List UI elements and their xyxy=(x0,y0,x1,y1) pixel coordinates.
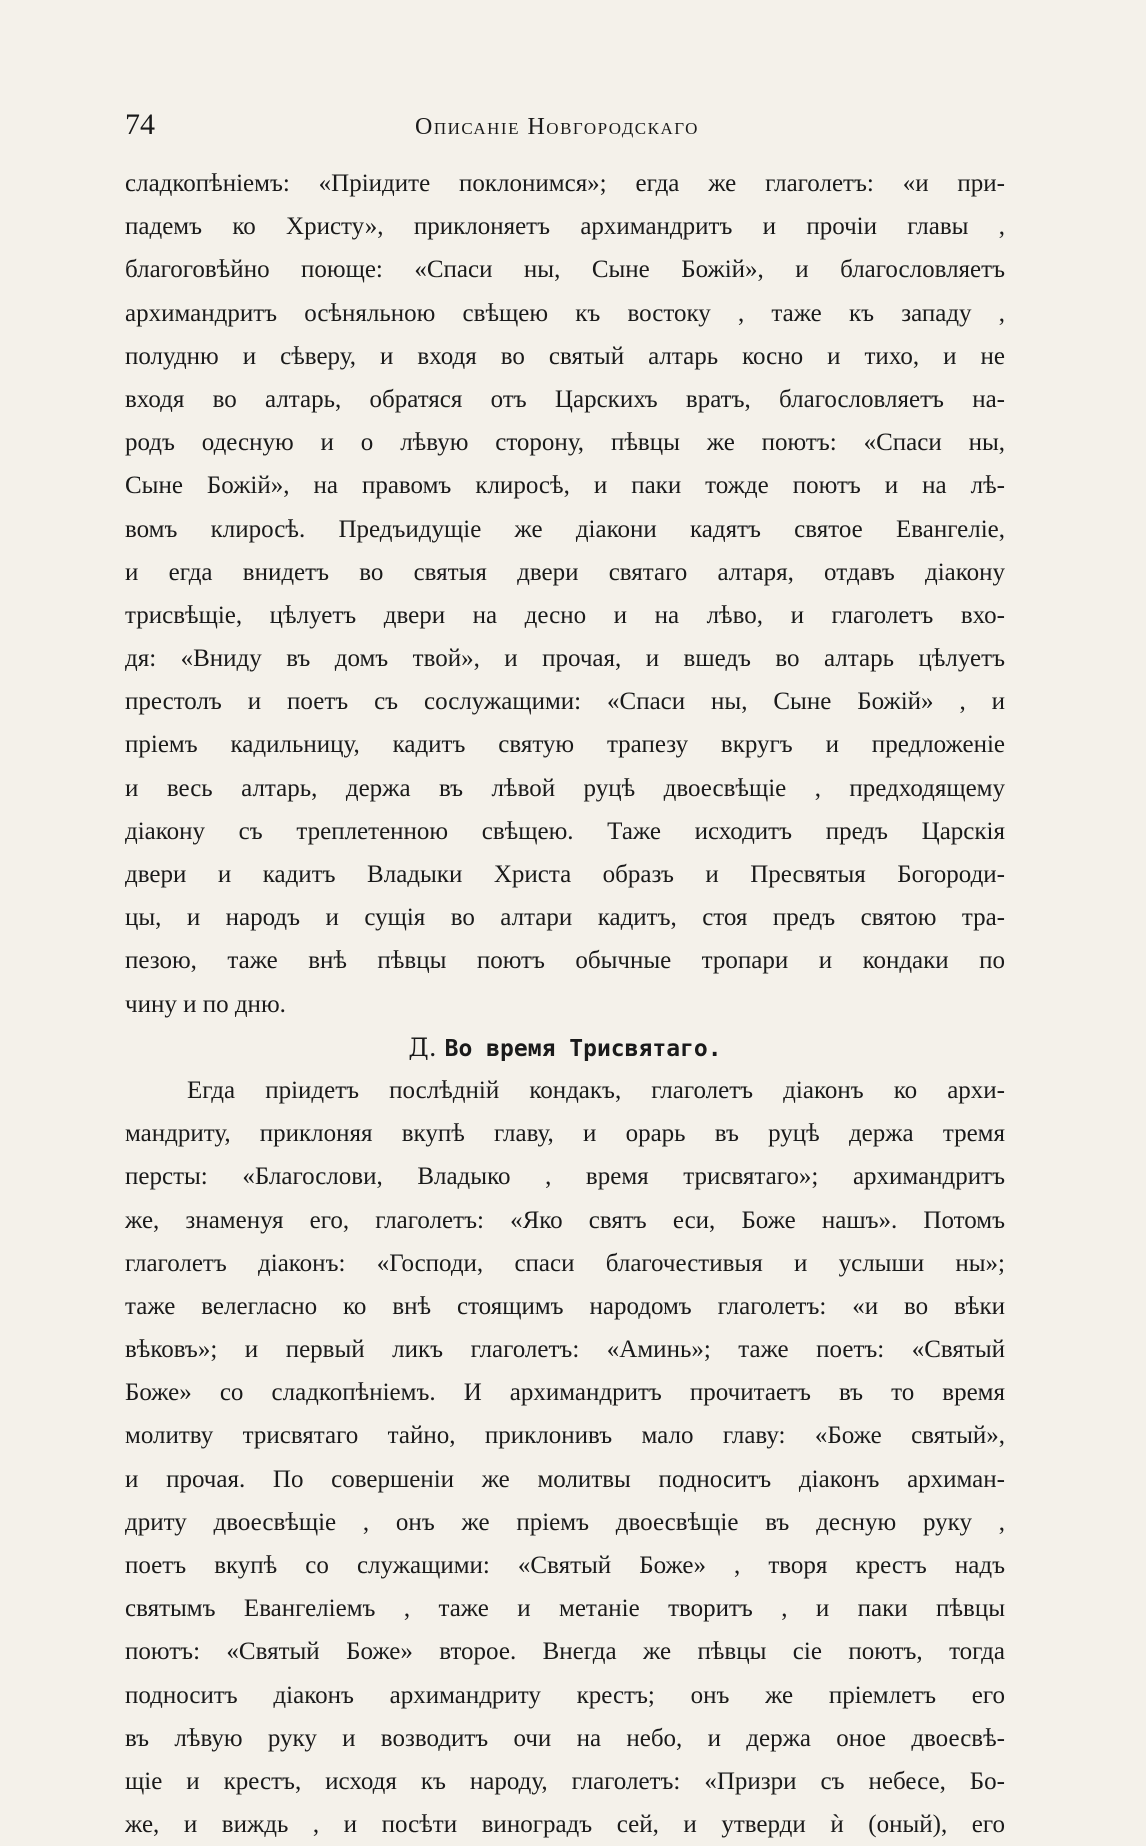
text-line: же, знаменуя его, глаголетъ: «Яко святъ еси, Боже нашъ». Потомъ xyxy=(125,1206,1005,1234)
text-line: въ лѣвую руку и возводитъ очи на небо, и держа оное двоесвѣ- xyxy=(125,1724,1005,1752)
text-line: поютъ: «Святый Боже» второе. Внегда же пѣвцы сіе поютъ, тогда xyxy=(125,1638,1005,1666)
text-line: полудню и сѣверу, и входя во святый алтарь косно и тихо, и не xyxy=(125,342,1005,370)
text-line: родъ одесную и о лѣвую сторону, пѣвцы же поютъ: «Спаси ны, xyxy=(125,429,1005,457)
section-heading xyxy=(125,1026,1005,1069)
running-title: Описаніе Новгородскаго xyxy=(415,114,699,140)
text-line: цы, и народъ и сущія во алтари кадитъ, стоя предъ святою тра- xyxy=(125,904,1005,932)
section-title: Во время Трисвятаго. xyxy=(444,1035,722,1062)
text-line: чину и по дню. xyxy=(125,990,286,1018)
text-line: трисвѣщіе, цѣлуетъ двери на десно и на лѣво, и глаголетъ вхо- xyxy=(125,601,1005,629)
text-line: мандриту, приклоняя вкупѣ главу, и орарь въ руцѣ держа тремя xyxy=(125,1120,1005,1148)
text-line: таже велегласно ко внѣ стоящимъ народомъ глаголетъ: «и во вѣки xyxy=(125,1292,1005,1320)
section-letter: Д. xyxy=(408,1032,437,1062)
text-line: Сыне Божій», на правомъ клиросѣ, и паки тожде поютъ и на лѣ- xyxy=(125,472,1005,500)
paragraph-2 xyxy=(125,1069,1005,1846)
paragraph-1 xyxy=(125,162,1005,1026)
page-number: 74 xyxy=(125,108,155,141)
text-line: вѣковъ»; и первый ликъ глаголетъ: «Аминь»; таже поетъ: «Святый xyxy=(125,1336,1005,1364)
text-line: діакону съ треплетенною свѣщею. Таже исходитъ предъ Царскія xyxy=(125,817,1005,845)
text-line: и весь алтарь, держа въ лѣвой руцѣ двоесвѣщіе , предходящему xyxy=(125,774,1005,802)
text-line: и прочая. По совершеніи же молитвы подноситъ діаконъ архиман- xyxy=(125,1465,1005,1493)
text-line: святымъ Евангеліемъ , таже и метаніе творитъ , и паки пѣвцы xyxy=(125,1595,1005,1623)
text-line: же, и виждь , и посѣти виноградъ сей, и утверди ѝ (оный), его xyxy=(125,1811,1005,1839)
text-line: вомъ клиросѣ. Предъидущіе же діакони кадятъ святое Евангеліе, xyxy=(125,515,1005,543)
body-text xyxy=(125,162,1005,1846)
text-line: глаголетъ діаконъ: «Господи, спаси благочестивыя и услыши ны»; xyxy=(125,1249,1005,1277)
text-line: персты: «Благослови, Владыко , время трисвятаго»; архимандритъ xyxy=(125,1163,1005,1191)
text-line: дя: «Вниду въ домъ твой», и прочая, и вшедъ во алтарь цѣлуетъ xyxy=(125,645,1005,673)
text-line: сладкопѣніемъ: «Пріидите поклонимся»; егда же глаголетъ: «и при- xyxy=(125,170,1005,197)
text-line: подноситъ діаконъ архимандриту крестъ; онъ же пріемлетъ его xyxy=(125,1681,1005,1709)
text-line: падемъ ко Христу», приклоняетъ архимандритъ и прочіи главы , xyxy=(125,213,1005,241)
page-header xyxy=(125,108,1005,152)
text-line: поетъ вкупѣ со служащими: «Святый Боже» , творя крестъ надъ xyxy=(125,1552,1005,1579)
text-line: двери и кадитъ Владыки Христа образъ и Пресвятыя Богороди- xyxy=(125,861,1005,888)
text-line: престолъ и поетъ съ сослужащими: «Спаси ны, Сыне Божій» , и xyxy=(125,688,1005,716)
text-line: архимандритъ осѣняльною свѣщею къ востоку , таже къ западу , xyxy=(125,299,1005,327)
text-line: дриту двоесвѣщіе , онъ же пріемъ двоесвѣщіе въ десную руку , xyxy=(125,1508,1005,1536)
text-line: Егда пріидетъ послѣдній кондакъ, глаголетъ діаконъ ко архи- xyxy=(187,1076,1005,1104)
text-line: благоговѣйно поюще: «Спаси ны, Сыне Божій», и благословляетъ xyxy=(125,256,1005,284)
text-line: Боже» со сладкопѣніемъ. И архимандритъ прочитаетъ въ то время xyxy=(125,1379,1005,1407)
text-line: щіе и крестъ, исходя къ народу, глаголетъ: «Призри съ небесе, Бо- xyxy=(125,1767,1005,1795)
text-line: пріемъ кадильницу, кадитъ святую трапезу вкругъ и предложеніе xyxy=(125,731,1005,759)
text-line: пезою, таже внѣ пѣвцы поютъ обычные тропари и кондаки по xyxy=(125,947,1005,975)
text-line: молитву трисвятаго тайно, приклонивъ мало главу: «Боже святый», xyxy=(125,1422,1005,1450)
text-line: и егда внидетъ во святыя двери святаго алтаря, отдавъ діакону xyxy=(125,558,1005,586)
text-line: входя во алтарь, обратяся отъ Царскихъ вратъ, благословляетъ на- xyxy=(125,385,1005,413)
